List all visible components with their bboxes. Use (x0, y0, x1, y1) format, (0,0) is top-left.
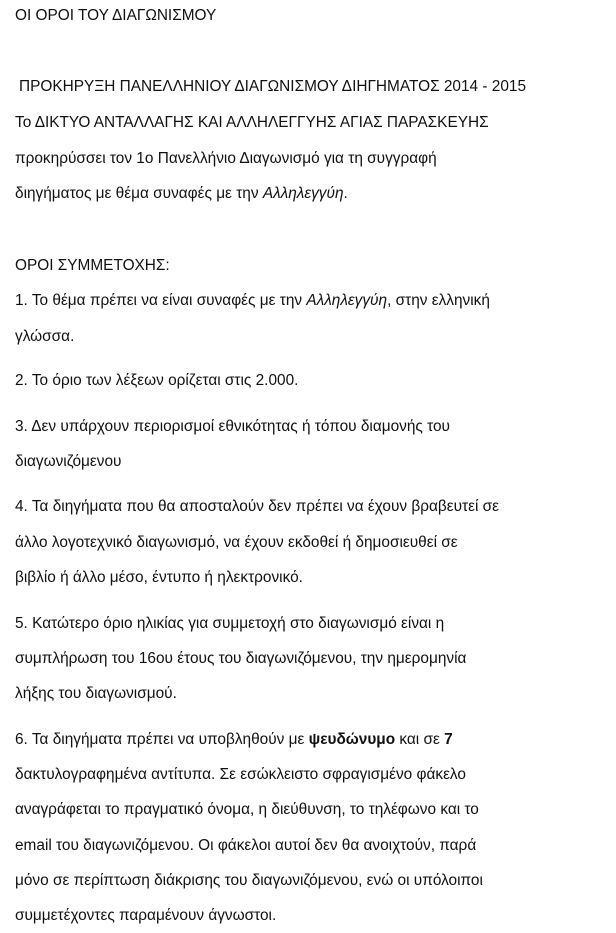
conditions-heading: ΟΡΟΙ ΣΥΜΜΕΤΟΧΗΣ: (15, 257, 170, 274)
term-1-emphasis: Αλληλεγγύη (306, 292, 388, 309)
term-6-bold-copies: 7 (444, 731, 453, 748)
term-6-mid: και σε (395, 731, 445, 748)
intro-line-3-emphasis: Αλληλεγγύη (262, 185, 344, 202)
announcement-title: ΠΡΟΚΗΡΥΞΗ ΠΑΝΕΛΛΗΝΙΟΥ ΔΙΑΓΩΝΙΣΜΟΥ ΔΙΗΓΗΜΑΤΟΣ 2014 - 2015 (19, 78, 527, 95)
term-4-line-1: 4. Τα διηγήματα που θα αποσταλούν δεν πρέπει να έχουν βραβευτεί σε (15, 498, 500, 515)
term-3-line-1: 3. Δεν υπάρχουν περιορισμοί εθνικότητας ή τόπου διαμονής του (15, 418, 450, 435)
term-1-line-1 (15, 291, 490, 311)
term-6-line-6: συμμετέχοντες παραμένουν άγνωστοι. (15, 907, 277, 924)
term-6-line-2: δακτυλογραφημένα αντίτυπα. Σε εσώκλειστο σφραγισμένο φάκελο (15, 766, 466, 783)
term-6-bold-pseudonym: ψευδώνυμο (308, 731, 396, 748)
term-5-line-2: συμπλήρωση του 16ου έτους του διαγωνιζόμενου, την ημερομηνία (15, 650, 467, 667)
intro-line-2: προκηρύσσει τον 1ο Πανελλήνιο Διαγωνισμό για τη συγγραφή (15, 150, 437, 167)
document-heading: ΟΙ ΟΡΟΙ ΤΟΥ ΔΙΑΓΩΝΙΣΜΟΥ (15, 7, 217, 24)
intro-line-3-post: . (343, 185, 348, 202)
term-2: 2. Το όριο των λέξεων ορίζεται στις 2.000. (15, 372, 299, 389)
intro-line-3 (15, 184, 348, 204)
term-1-pre: 1. Το θέμα πρέπει να είναι συναφές με την (15, 292, 307, 309)
term-6-pre: 6. Τα διηγήματα πρέπει να υποβληθούν με (15, 731, 309, 748)
term-5-line-1: 5. Κατώτερο όριο ηλικίας για συμμετοχή στο διαγωνισμό είναι η (15, 615, 445, 632)
term-6-line-1 (15, 730, 453, 750)
term-1-post: , στην ελληνική (387, 292, 490, 309)
term-6-line-3: αναγράφεται το πραγματικό όνομα, η διεύθυνση, το τηλέφωνο και το (15, 801, 479, 818)
term-6-line-4: email του διαγωνιζόμενου. Οι φάκελοι αυτοί δεν θα ανοιχτούν, παρά (15, 837, 477, 854)
term-6-line-5: μόνο σε περίπτωση διάκρισης του διαγωνιζόμενου, ενώ οι υπόλοιποι (15, 872, 483, 889)
intro-line-1: Το ΔΙΚΤΥΟ ΑΝΤΑΛΛΑΓΗΣ ΚΑΙ ΑΛΛΗΛΕΓΓΥΗΣ ΑΓΙΑΣ ΠΑΡΑΣΚΕΥΗΣ (15, 114, 489, 131)
term-1-line-2: γλώσσα. (15, 328, 75, 345)
term-4-line-3: βιβλίο ή άλλο μέσο, έντυπο ή ηλεκτρονικό. (15, 569, 303, 586)
intro-line-3-pre: διηγήματος με θέμα συναφές με την (15, 185, 263, 202)
term-3-line-2: διαγωνιζόμενου (15, 453, 122, 470)
term-5-line-3: λήξης του διαγωνισμού. (15, 685, 177, 702)
term-4-line-2: άλλο λογοτεχνικό διαγωνισμό, να έχουν εκδοθεί ή δημοσιευθεί σε (15, 534, 458, 551)
